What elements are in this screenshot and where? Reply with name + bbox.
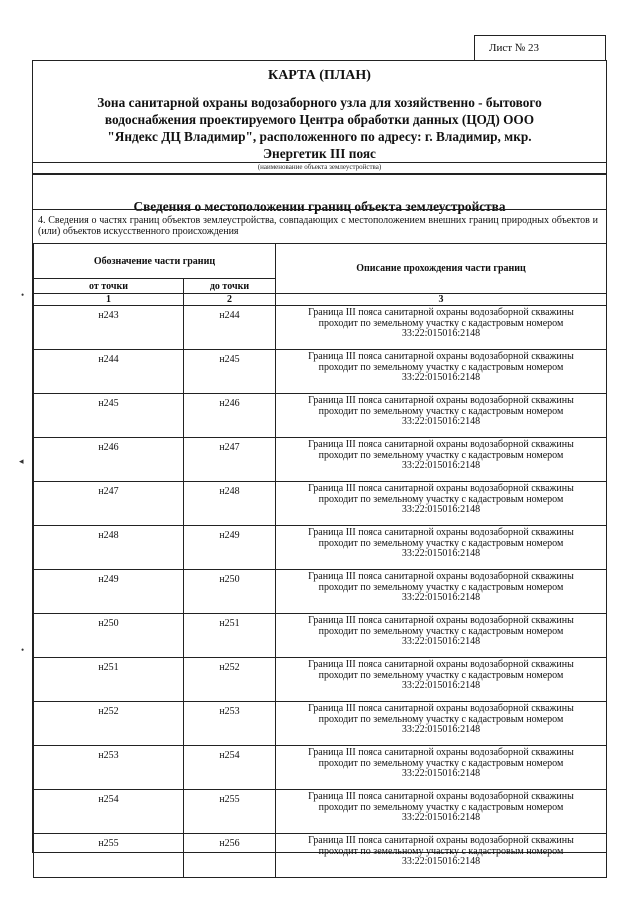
description-cell [276,482,607,526]
from-point-cell: н247 [34,482,184,526]
column-number: 1 [34,294,184,306]
to-point-cell: н249 [184,526,276,570]
document-subtitle [33,94,606,162]
to-point-cell: н255 [184,790,276,834]
description-line: 33:22:015016:2148 [401,812,481,824]
table-row [34,394,607,438]
table-row [34,658,607,702]
description-line: 33:22:015016:2148 [401,636,481,648]
column-number: 3 [276,294,607,306]
scan-mark: ◂ [19,456,24,466]
from-point-cell: н252 [34,702,184,746]
description-line: 33:22:015016:2148 [401,724,481,736]
from-point-cell: н250 [34,614,184,658]
description-cell [276,526,607,570]
description-cell [276,350,607,394]
to-point-cell: н253 [184,702,276,746]
description-cell [276,394,607,438]
description-line: проходит по земельному участку с кадастровым номером [318,537,564,549]
section-divider [33,209,606,210]
subtitle-line: "Яндекс ДЦ Владимир", расположенного по адресу: г. Владимир, мкр. [107,129,532,144]
description-line: Граница III пояса санитарной охраны водозаборной скважины [308,615,574,626]
header-to: до точки [184,279,276,294]
from-point-cell: н243 [34,306,184,350]
from-point-cell: н254 [34,790,184,834]
description-line: проходит по земельному участку с кадастровым номером [318,625,564,637]
description-line: Граница III пояса санитарной охраны водозаборной скважины [308,307,574,318]
boundary-table [33,243,607,878]
to-point-cell: н244 [184,306,276,350]
description-line: Граница III пояса санитарной охраны водозаборной скважины [308,483,574,494]
description-cell [276,570,607,614]
to-point-cell: н247 [184,438,276,482]
to-point-cell: н251 [184,614,276,658]
description-line: проходит по земельному участку с кадастровым номером [318,845,564,857]
table-row [34,790,607,834]
description-line: 33:22:015016:2148 [401,372,481,384]
double-divider [33,173,606,175]
description-line: 33:22:015016:2148 [401,460,481,472]
table-row [34,570,607,614]
from-point-cell: н253 [34,746,184,790]
column-number-row [34,294,607,306]
table-header-row [34,244,607,279]
header-group: Обозначение части границ [34,244,276,279]
description-line: Граница III пояса санитарной охраны водозаборной скважины [308,835,574,846]
document-frame [32,60,607,868]
description-line: Граница III пояса санитарной охраны водозаборной скважины [308,439,574,450]
description-line: Граница III пояса санитарной охраны водозаборной скважины [308,571,574,582]
to-point-cell: н248 [184,482,276,526]
description-cell [276,306,607,350]
to-point-cell: н252 [184,658,276,702]
description-cell [276,746,607,790]
description-line: 33:22:015016:2148 [401,328,481,340]
subtitle-line: Энергетик III пояс [263,146,376,161]
description-cell [276,658,607,702]
document-title: КАРТА (ПЛАН) [268,68,371,83]
description-line: 33:22:015016:2148 [401,768,481,780]
description-line: 33:22:015016:2148 [401,548,481,560]
from-point-cell: н245 [34,394,184,438]
description-line: проходит по земельному участку с кадастровым номером [318,713,564,725]
description-line: 33:22:015016:2148 [401,680,481,692]
description-line: Граница III пояса санитарной охраны водозаборной скважины [308,527,574,538]
object-caption: (наименование объекта землеустройства) [257,163,382,171]
description-line: 33:22:015016:2148 [401,592,481,604]
to-point-cell: н250 [184,570,276,614]
to-point-cell: н256 [184,834,276,878]
from-point-cell: н246 [34,438,184,482]
description-line: 33:22:015016:2148 [401,416,481,428]
scan-mark: • [21,290,25,300]
description-line: проходит по земельному участку с кадастровым номером [318,581,564,593]
to-point-cell: н246 [184,394,276,438]
sheet-number-label: Лист № 23 [489,42,540,54]
table-row [34,746,607,790]
description-line: 33:22:015016:2148 [401,856,481,868]
description-cell [276,702,607,746]
sheet-number-box [474,35,606,60]
description-line: проходит по земельному участку с кадастровым номером [318,361,564,373]
description-line: проходит по земельному участку с кадастровым номером [318,405,564,417]
subtitle-line: водоснабжения проектируемого Центра обработки данных (ЦОД) ООО [104,112,535,127]
description-line: проходит по земельному участку с кадастровым номером [318,757,564,769]
scan-mark: • [21,645,25,655]
description-line: проходит по земельному участку с кадастровым номером [318,449,564,461]
table-row [34,614,607,658]
column-number: 2 [184,294,276,306]
description-cell [276,834,607,878]
description-line: проходит по земельному участку с кадастровым номером [318,317,564,329]
from-point-cell: н255 [34,834,184,878]
table-row [34,482,607,526]
to-point-cell: н254 [184,746,276,790]
description-line: проходит по земельному участку с кадастровым номером [318,493,564,505]
description-cell [276,438,607,482]
description-cell [276,614,607,658]
description-line: проходит по земельному участку с кадастровым номером [318,669,564,681]
table-row [34,350,607,394]
description-line: проходит по земельному участку с кадастровым номером [318,801,564,813]
subtitle-line: Зона санитарной охраны водозаборного узла для хозяйственно - бытового [97,95,542,110]
from-point-cell: н249 [34,570,184,614]
table-row [34,306,607,350]
description-line: Граница III пояса санитарной охраны водозаборной скважины [308,747,574,758]
header-from: от точки [34,279,184,294]
table-row [34,526,607,570]
from-point-cell: н244 [34,350,184,394]
table-row [34,834,607,878]
from-point-cell: н248 [34,526,184,570]
section-title: Сведения о местоположении границ объекта землеустройства [133,199,506,214]
to-point-cell: н245 [184,350,276,394]
description-line: Граница III пояса санитарной охраны водозаборной скважины [308,659,574,670]
section-note: 4. Сведения о частях границ объектов землеустройства, совпадающих с местоположением внешних границ природных объектов и (или) объектов искусственного происхождения [38,215,598,237]
description-line: Граница III пояса санитарной охраны водозаборной скважины [308,791,574,802]
table-row [34,438,607,482]
header-description: Описание прохождения части границ [276,244,607,294]
table-row [34,702,607,746]
description-line: Граница III пояса санитарной охраны водозаборной скважины [308,351,574,362]
description-line: Граница III пояса санитарной охраны водозаборной скважины [308,703,574,714]
from-point-cell: н251 [34,658,184,702]
description-cell [276,790,607,834]
description-line: Граница III пояса санитарной охраны водозаборной скважины [308,395,574,406]
description-line: 33:22:015016:2148 [401,504,481,516]
